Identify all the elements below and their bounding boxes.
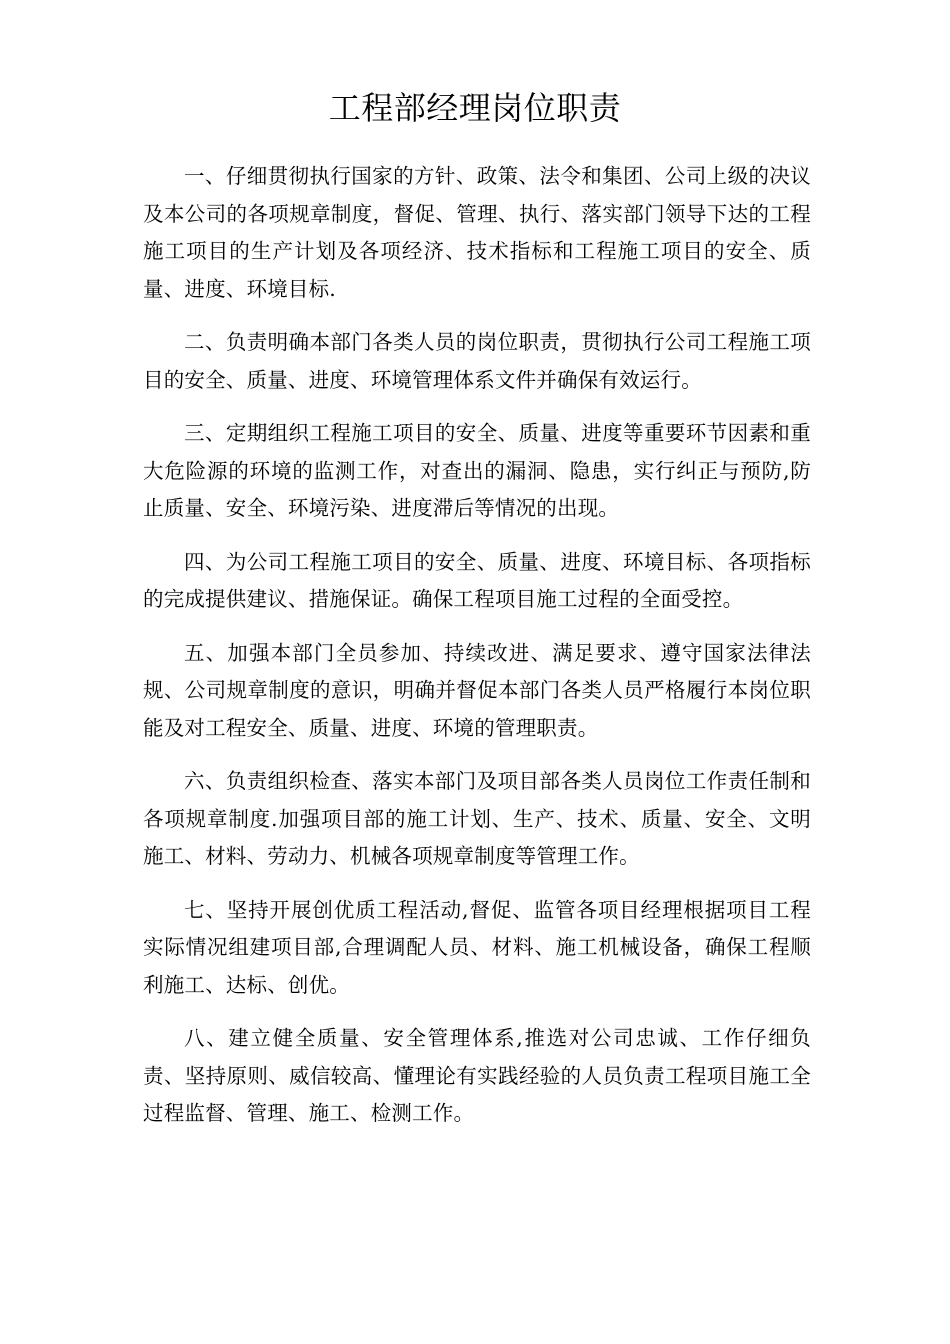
paragraph-8: 八、建立健全质量、安全管理体系,推选对公司忠诚、工作仔细负责、坚持原则、威信较高、懂理论有实践经验的人员负责工程项目施工全过程监督、管理、施工、检测工作。 [143,1026,811,1125]
paragraph-3: 三、定期组织工程施工项目的安全、质量、进度等重要环节因素和重大危险源的环境的监测工作，对查出的漏洞、隐患，实行纠正与预防,防止质量、安全、环境污染、进度滞后等情况的出现。 [143,421,811,520]
paragraph-6: 六、负责组织检查、落实本部门及项目部各类人员岗位工作责任制和各项规章制度.加强项目部的施工计划、生产、技术、质量、安全、文明施工、材料、劳动力、机械各项规章制度等管理工作。 [143,769,811,868]
paragraph-4: 四、为公司工程施工项目的安全、质量、进度、环境目标、各项指标的完成提供建议、措施保证。确保工程项目施工过程的全面受控。 [143,549,811,611]
paragraph-7: 七、坚持开展创优质工程活动,督促、监管各项目经理根据项目工程实际情况组建项目部,合理调配人员、材料、施工机械设备，确保工程顺利施工、达标、创优。 [143,897,811,997]
paragraph-1: 一、仔细贯彻执行国家的方针、政策、法令和集团、公司上级的决议及本公司的各项规章制度，督促、管理、执行、落实部门领导下达的工程施工项目的生产计划及各项经济、技术指标和工程施工项目的安全、质量、进度、环境目标. [143,164,811,301]
paragraph-5: 五、加强本部门全员参加、持续改进、满足要求、遵守国家法律法规、公司规章制度的意识，明确并督促本部门各类人员严格履行本岗位职能及对工程安全、质量、进度、环境的管理职责。 [143,640,811,740]
document-body [143,158,811,1149]
paragraph-2: 二、负责明确本部门各类人员的岗位职责，贯彻执行公司工程施工项目的安全、质量、进度、环境管理体系文件并确保有效运行。 [143,330,811,392]
page-title: 工程部经理岗位职责 [328,89,622,127]
